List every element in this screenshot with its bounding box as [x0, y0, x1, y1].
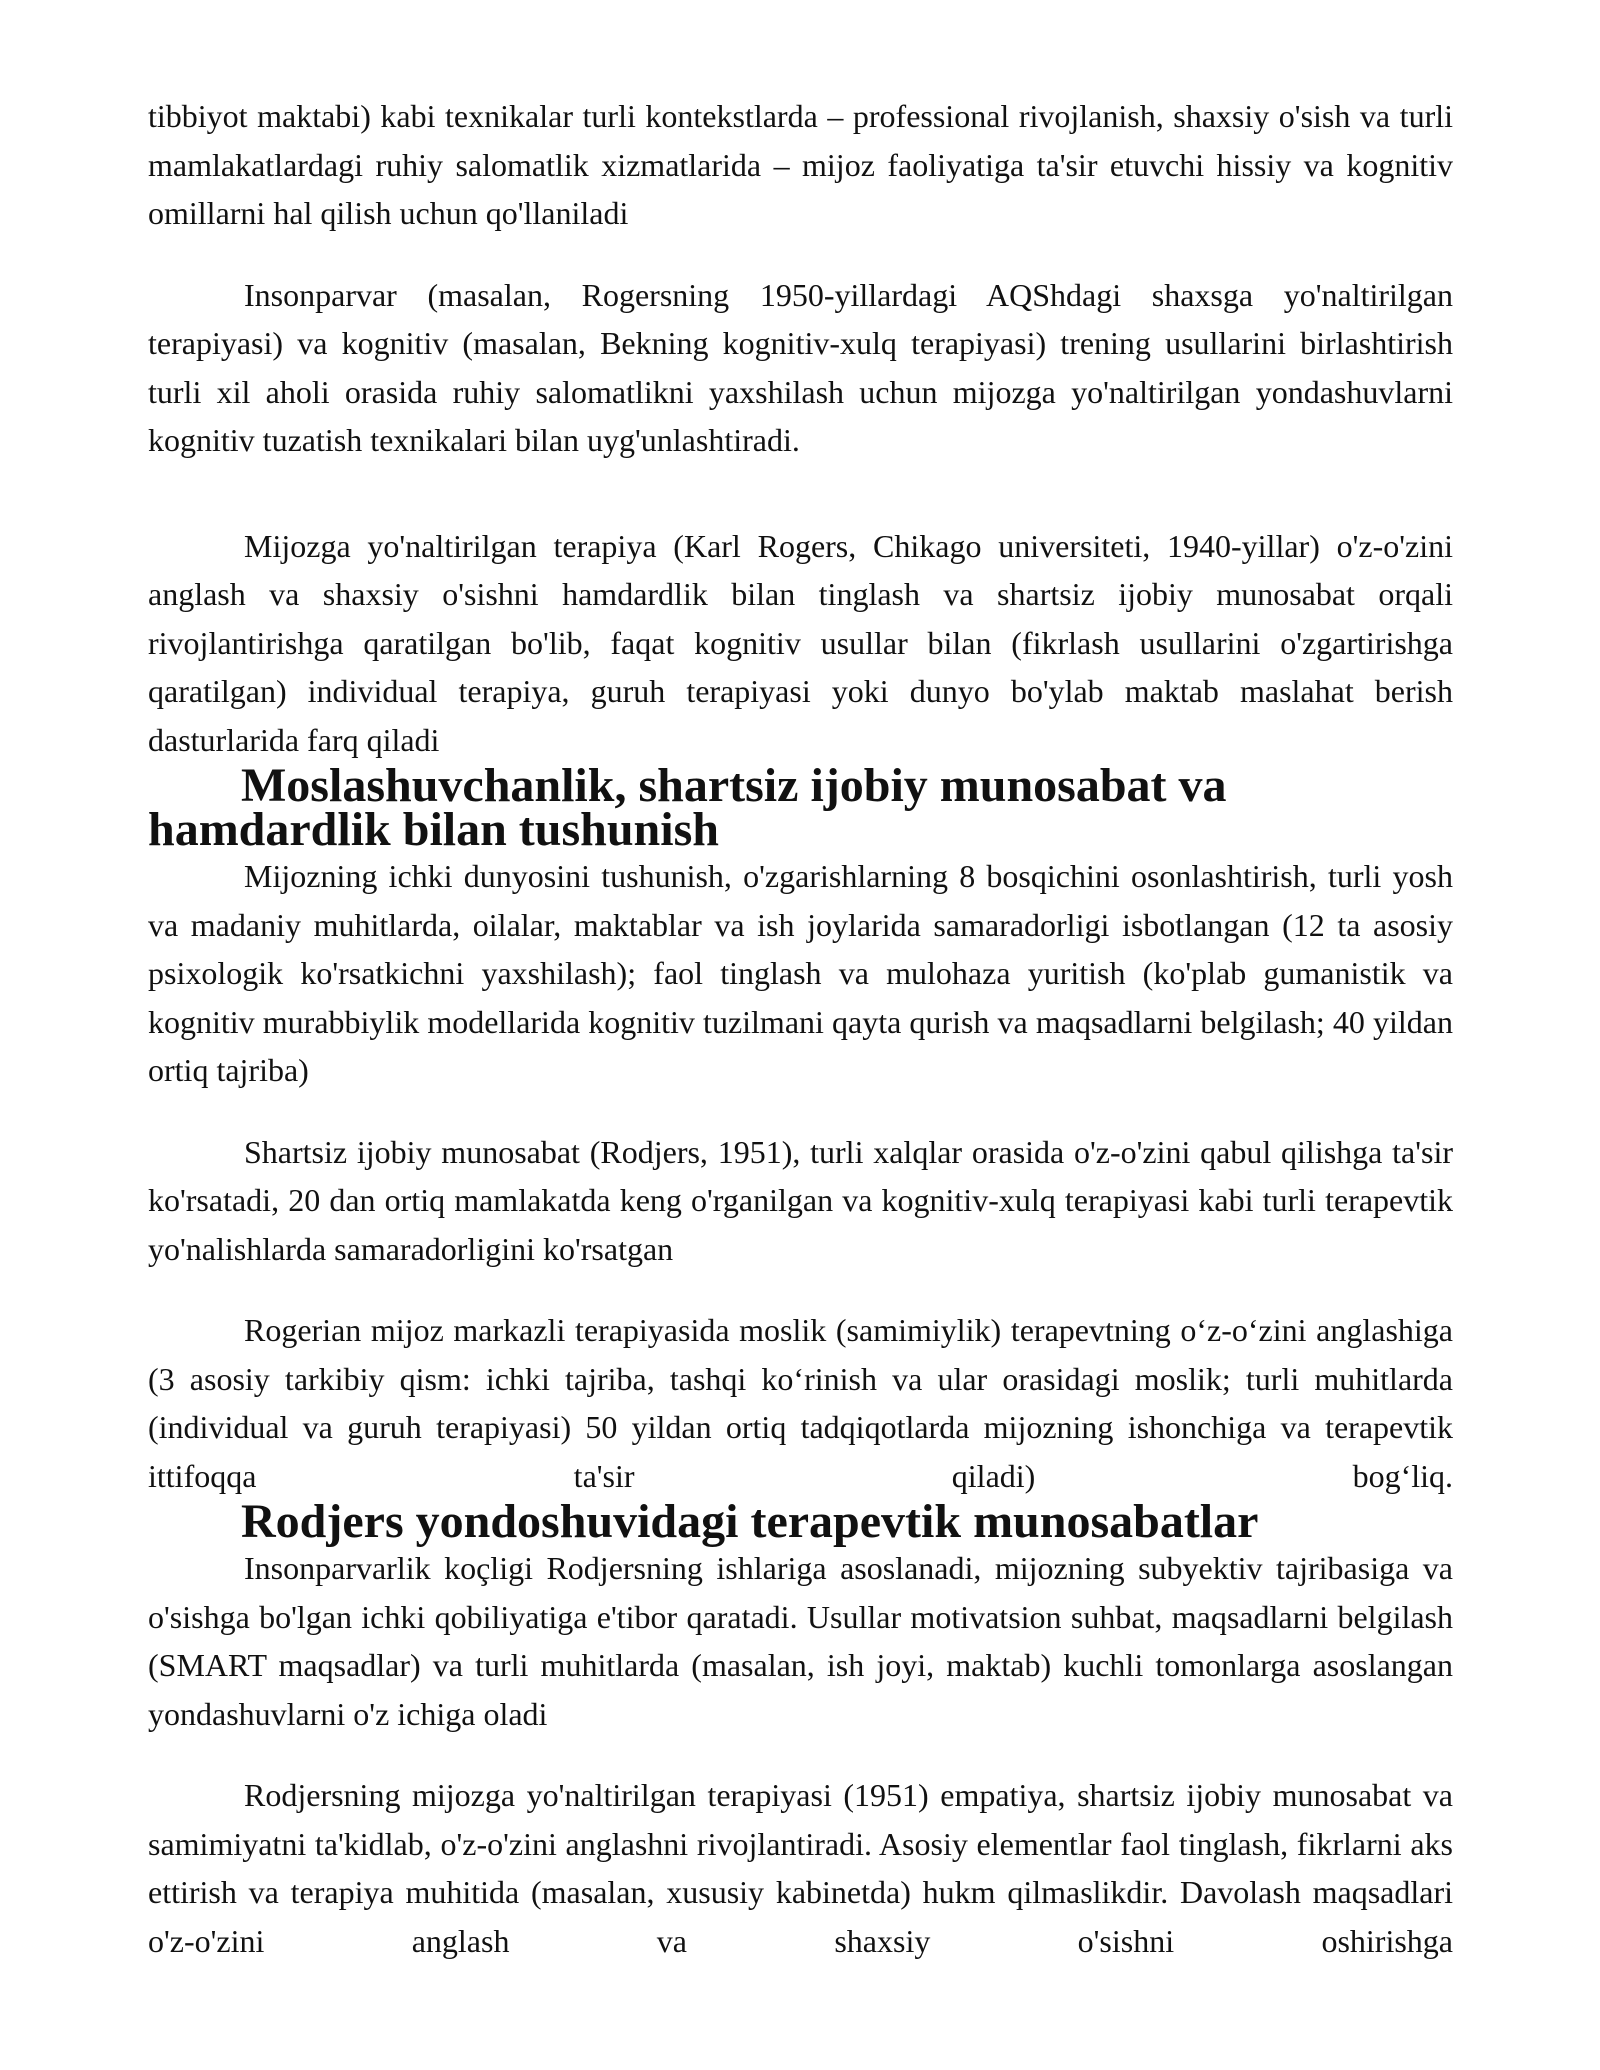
paragraph-humanistic-coaching: Insonparvarlik koçligi Rodjersning ishlariga asoslanadi, mijozning subyektiv tajribasiga va o'sishga bo'lgan ichki qobiliyatiga e'tibor qaratadi. Usullar motivatsion suhbat, maqsadlarni belgilash (SMART maqsadlar) va turli muhitlarda (masalan, ish joyi, maktab) kuchli tomonlarga asoslangan yondashuvlarni o'z ichiga oladi	[148, 1550, 1453, 1732]
section-heading-congruence: Moslashuvchanlik, shartsiz ijobiy munosabat va hamdardlik bilan tushunish	[148, 759, 1227, 856]
paragraph-humanistic-cognitive: Insonparvar (masalan, Rogersning 1950-yillardagi AQShdagi shaxsga yo'naltirilgan terapiyasi) va kognitiv (masalan, Bekning kognitiv-xulq terapiyasi) trening usullarini birlashtirish turli xil aholi orasida ruhiy salomatlikni yaxshilash uchun mijozga yo'naltirilgan yondashuvlarni kognitiv tuzatish texnikalari bilan uyg'unlashtiradi.	[148, 276, 1453, 458]
paragraph-inner-world: Mijozning ichki dunyosini tushunish, o'zgarishlarning 8 bosqichini osonlashtirish, turli yosh va madaniy muhitlarda, oilalar, maktablar va ish joylarida samaradorligi isbotlangan (12 ta asosiy psixologik ko'rsatkichni yaxshilash); faol tinglash va mulohaza yuritish (ko'plab gumanistik va kognitiv murabbiylik modellarida kognitiv tuzilmani qayta qurish va maqsadlarni belgilash; 40 yildan ortiq tajriba)	[148, 858, 1453, 1088]
paragraph-rogers-client-centered: Rodjersning mijozga yo'naltirilgan terapiyasi (1951) empatiya, shartsiz ijobiy munosabat va samimiyatni ta'kidlab, o'z-o'zini anglashni rivojlantiradi. Asosiy elementlar faol tinglash, fikrlarni aks ettirish va terapiya muhitida (masalan, xususiy kabinetda) hukm qilmaslikdir. Davolash maqsadlari o'z-o'zini anglash va shaxsiy o'sishni oshirishga	[148, 1777, 1453, 1959]
paragraph-client-centered-therapy: Mijozga yo'naltirilgan terapiya (Karl Rogers, Chikago universiteti, 1940-yillar) o'z-o'zini anglash va shaxsiy o'sishni hamdardlik bilan tinglash va shartsiz ijobiy munosabat orqali rivojlantirishga qaratilgan bo'lib, faqat kognitiv usullar bilan (fikrlash usullarini o'zgartirishga qaratilgan) individual terapiya, guruh terapiyasi yoki dunyo bo'ylab maktab maslahat berish dasturlarida farq qiladi	[148, 527, 1453, 758]
paragraph-rogerian-congruence: Rogerian mijoz markazli terapiyasida moslik (samimiylik) terapevtning o‘z-o‘zini anglashiga (3 asosiy tarkibiy qism: ichki tajriba, tashqi ko‘rinish va ular orasidagi moslik; turli muhitlarda (individual va guruh terapiyasi) 50 yildan ortiq tadqiqotlarda mijozning ishonchiga va terapevtik ittifoqqa ta'sir qiladi) bog‘liq.	[148, 1312, 1453, 1494]
paragraph-continuation: tibbiyot maktabi) kabi texnikalar turli kontekstlarda – professional rivojlanish, shaxsiy o'sish va turli mamlakatlardagi ruhiy salomatlik xizmatlarida – mijoz faoliyatiga ta'sir etuvchi hissiy va kognitiv omillarni hal qilish uchun qo'llaniladi	[148, 98, 1453, 231]
paragraph-unconditional-regard: Shartsiz ijobiy munosabat (Rodjers, 1951), turli xalqlar orasida o'z-o'zini qabul qilishga ta'sir ko'rsatadi, 20 dan ortiq mamlakatda keng o'rganilgan va kognitiv-xulq terapiyasi kabi turli terapevtik yo'nalishlarda samaradorligini ko'rsatgan	[148, 1133, 1453, 1267]
section-heading-therapeutic-relations: Rodjers yondoshuvidagi terapevtik munosabatlar	[241, 1495, 1259, 1548]
document-page	[148, 92, 1453, 1965]
